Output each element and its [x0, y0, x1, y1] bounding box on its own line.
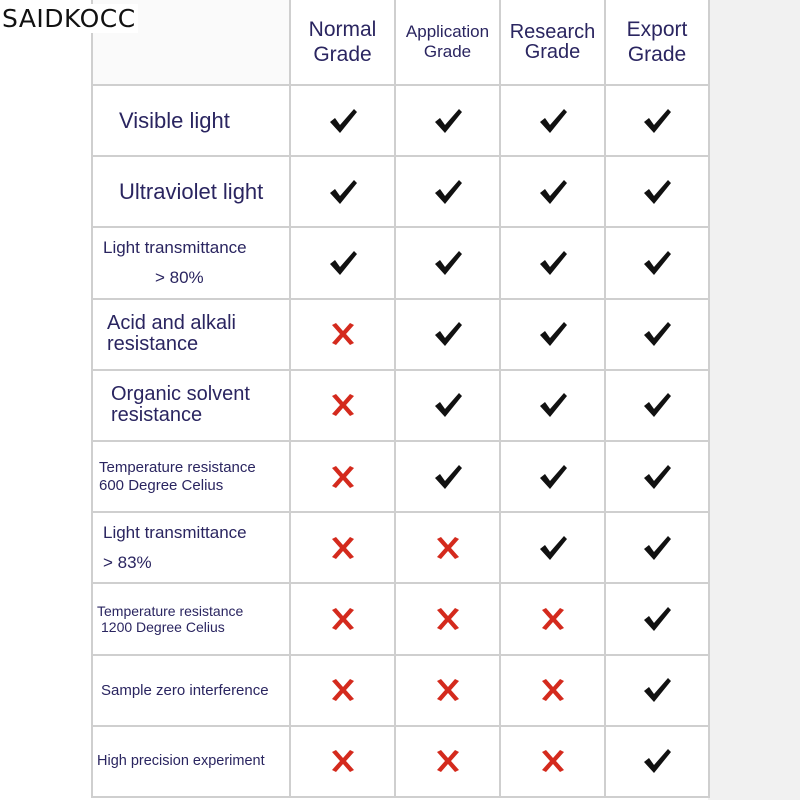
check-icon — [641, 390, 673, 420]
cross-icon — [330, 749, 356, 773]
row-9-export-mark — [606, 727, 710, 798]
row-label-sample-zero-interference: Sample zero interference — [93, 656, 291, 727]
check-icon — [327, 248, 359, 278]
row-6-research-mark — [501, 513, 606, 584]
check-icon — [641, 604, 673, 634]
check-icon — [641, 533, 673, 563]
check-icon — [537, 390, 569, 420]
check-icon — [537, 177, 569, 207]
check-icon — [641, 106, 673, 136]
row-2-application-mark — [396, 228, 501, 299]
row-label-ultraviolet-light: Ultraviolet light — [93, 157, 291, 228]
check-icon — [432, 319, 464, 349]
cross-icon — [540, 678, 566, 702]
row-2-export-mark — [606, 228, 710, 299]
check-icon — [537, 533, 569, 563]
row-7-research-mark — [501, 584, 606, 655]
row-6-normal-mark — [291, 513, 396, 584]
check-icon — [327, 106, 359, 136]
cross-icon — [330, 678, 356, 702]
row-1-normal-mark — [291, 157, 396, 228]
row-6-export-mark — [606, 513, 710, 584]
row-9-normal-mark — [291, 727, 396, 798]
row-1-export-mark — [606, 157, 710, 228]
check-icon — [432, 390, 464, 420]
row-3-normal-mark — [291, 300, 396, 371]
row-4-application-mark — [396, 371, 501, 442]
row-4-normal-mark — [291, 371, 396, 442]
row-3-application-mark — [396, 300, 501, 371]
cross-icon — [330, 393, 356, 417]
cross-icon — [540, 607, 566, 631]
row-label-organic-solvent: Organic solvent resistance — [93, 371, 291, 442]
cross-icon — [435, 607, 461, 631]
row-8-application-mark — [396, 656, 501, 727]
row-7-application-mark — [396, 584, 501, 655]
check-icon — [641, 248, 673, 278]
column-header-normal: Normal Grade — [291, 0, 396, 86]
check-icon — [432, 177, 464, 207]
row-9-research-mark — [501, 727, 606, 798]
row-7-export-mark — [606, 584, 710, 655]
row-0-research-mark — [501, 86, 606, 157]
row-7-normal-mark — [291, 584, 396, 655]
check-icon — [327, 177, 359, 207]
check-icon — [641, 177, 673, 207]
row-0-export-mark — [606, 86, 710, 157]
check-icon — [537, 319, 569, 349]
row-label-temperature-600: Temperature resistance 600 Degree Celius — [93, 442, 291, 513]
column-header-application: Application Grade — [396, 0, 501, 86]
row-4-research-mark — [501, 371, 606, 442]
row-9-application-mark — [396, 727, 501, 798]
row-label-light-transmittance-83: Light transmittance > 83% — [93, 513, 291, 584]
check-icon — [641, 746, 673, 776]
cross-icon — [435, 678, 461, 702]
row-5-application-mark — [396, 442, 501, 513]
check-icon — [537, 248, 569, 278]
row-3-research-mark — [501, 300, 606, 371]
cross-icon — [330, 322, 356, 346]
brand-logo: SAIDKOCC — [2, 4, 136, 33]
check-icon — [432, 106, 464, 136]
row-label-high-precision: High precision experiment — [93, 727, 291, 798]
check-icon — [432, 248, 464, 278]
row-8-research-mark — [501, 656, 606, 727]
row-label-visible-light: Visible light — [93, 86, 291, 157]
cross-icon — [540, 749, 566, 773]
check-icon — [537, 106, 569, 136]
check-icon — [641, 675, 673, 705]
cross-icon — [330, 607, 356, 631]
row-0-application-mark — [396, 86, 501, 157]
row-label-temperature-1200: Temperature resistance 1200 Degree Celius — [93, 584, 291, 655]
column-header-research: Research Grade — [501, 0, 606, 86]
row-3-export-mark — [606, 300, 710, 371]
row-5-research-mark — [501, 442, 606, 513]
check-icon — [641, 319, 673, 349]
column-header-export: Export Grade — [606, 0, 710, 86]
row-label-light-transmittance-80: Light transmittance > 80% — [93, 228, 291, 299]
cross-icon — [330, 536, 356, 560]
row-1-research-mark — [501, 157, 606, 228]
row-2-research-mark — [501, 228, 606, 299]
row-5-export-mark — [606, 442, 710, 513]
check-icon — [537, 462, 569, 492]
row-1-application-mark — [396, 157, 501, 228]
cross-icon — [435, 749, 461, 773]
row-4-export-mark — [606, 371, 710, 442]
cross-icon — [330, 465, 356, 489]
cross-icon — [435, 536, 461, 560]
row-6-application-mark — [396, 513, 501, 584]
grade-comparison-table — [91, 0, 708, 798]
right-margin-bar — [708, 0, 800, 800]
row-2-normal-mark — [291, 228, 396, 299]
row-0-normal-mark — [291, 86, 396, 157]
check-icon — [641, 462, 673, 492]
check-icon — [432, 462, 464, 492]
row-5-normal-mark — [291, 442, 396, 513]
row-8-export-mark — [606, 656, 710, 727]
row-label-acid-alkali: Acid and alkali resistance — [93, 300, 291, 371]
row-8-normal-mark — [291, 656, 396, 727]
